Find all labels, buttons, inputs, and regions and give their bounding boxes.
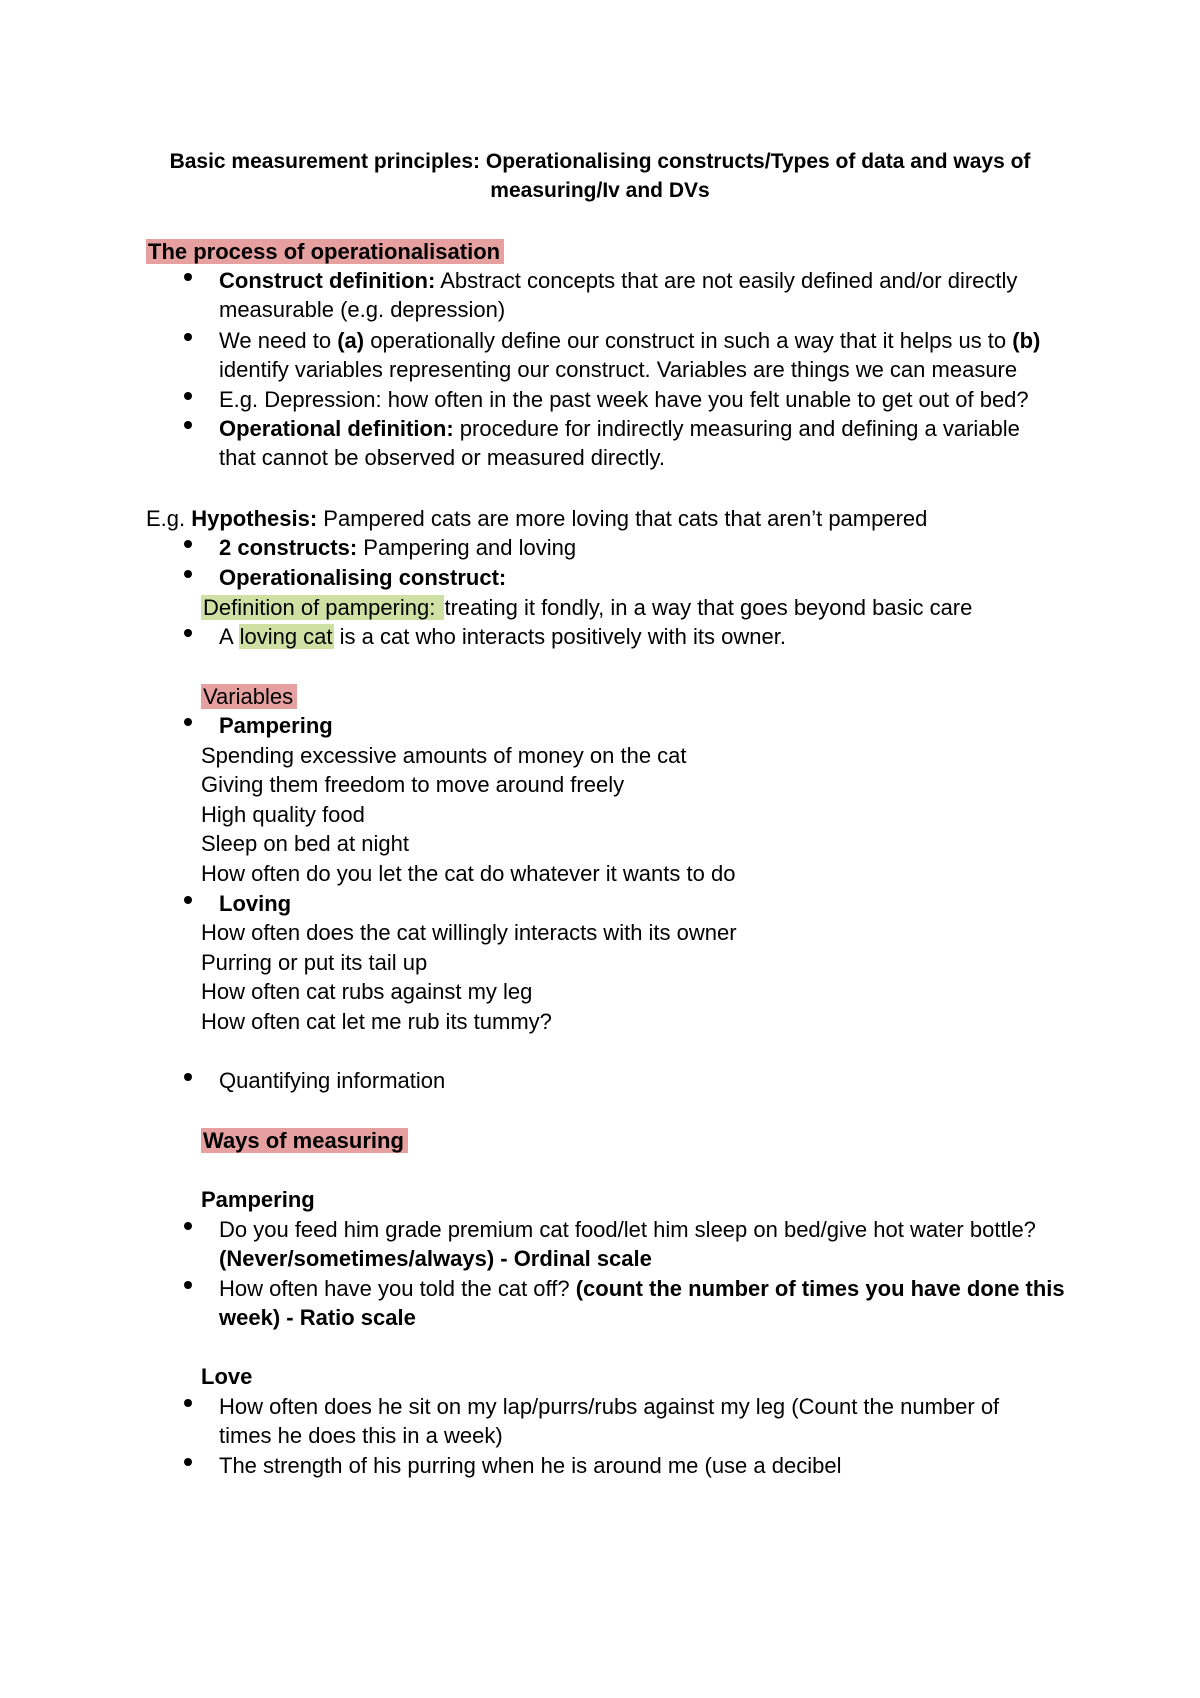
pampering-question-1-cont — [219, 1244, 652, 1273]
bullet-icon — [184, 629, 192, 637]
operational-definition-line — [219, 414, 1020, 443]
bullet-icon — [184, 1222, 192, 1230]
loving-item: How often does the cat willingly interacts with its owner — [201, 920, 737, 945]
bullet-icon — [184, 273, 192, 281]
bold-term: Operational definition: — [219, 416, 454, 441]
pampering-question-1: Do you feed him grade premium cat food/let him sleep on bed/give hot water bottle? — [219, 1217, 1036, 1242]
measuring-love-label — [201, 1362, 252, 1391]
hypothesis-line — [146, 504, 927, 533]
section-heading-variables — [201, 682, 297, 711]
bullet-icon — [184, 1073, 192, 1081]
bold-term: (count the number of times you have done this — [575, 1276, 1065, 1301]
highlight-red: The process of operationalisation — [146, 239, 504, 264]
text: Abstract concepts that are not easily defined and/or directly — [435, 268, 1018, 293]
operational-define-line — [219, 326, 1040, 355]
pampering-item: High quality food — [201, 802, 365, 827]
operationalising-construct-line — [219, 563, 506, 592]
bold-term: Pampering — [219, 713, 333, 738]
quantifying-information: Quantifying information — [219, 1068, 446, 1093]
bold-term: (b) — [1012, 328, 1041, 353]
highlight-green: loving cat — [239, 624, 333, 649]
bold-term: 2 constructs: — [219, 535, 358, 560]
highlight-red: Ways of measuring — [201, 1128, 408, 1153]
love-question-2: The strength of his purring when he is around me (use a decibel — [219, 1453, 842, 1478]
bullet-icon — [184, 421, 192, 429]
page-title — [140, 147, 1060, 205]
pampering-definition-line — [201, 593, 972, 622]
bullet-icon — [184, 1458, 192, 1466]
bullet-icon — [184, 1281, 192, 1289]
bold-term: Hypothesis: — [191, 506, 318, 531]
depression-example-line: E.g. Depression: how often in the past week have you felt unable to get out of bed? — [219, 387, 1029, 412]
bold-term: Pampering — [201, 1187, 315, 1212]
bullet-icon — [184, 718, 192, 726]
section-heading-operationalisation — [146, 237, 504, 266]
love-question-1: How often does he sit on my lap/purrs/rubs against my leg (Count the number of — [219, 1394, 1000, 1419]
pampering-item: Sleep on bed at night — [201, 831, 409, 856]
text: procedure for indirectly measuring and defining a variable — [453, 416, 1020, 441]
text: operationally define our construct in such a way that it helps us to — [364, 328, 1013, 353]
bold-term: (Never/sometimes/always) - Ordinal scale — [219, 1246, 652, 1271]
bullet-icon — [184, 333, 192, 341]
bold-term: Loving — [219, 891, 292, 916]
pampering-question-2-cont — [219, 1303, 416, 1332]
constructs-line — [219, 533, 576, 562]
construct-definition-line — [219, 266, 1017, 295]
love-question-1-cont: times he does this in a week) — [219, 1423, 503, 1448]
text: E.g. — [146, 506, 192, 531]
title-line-1: Basic measurement principles: Operationalising constructs/Types of data and ways of — [169, 150, 1031, 173]
measuring-pampering-label — [201, 1185, 315, 1214]
bullet-icon — [184, 1399, 192, 1407]
pampering-question-2 — [219, 1274, 1065, 1303]
operational-definition-cont: that cannot be observed or measured directly. — [219, 445, 665, 470]
title-line-2: measuring/Iv and DVs — [490, 179, 710, 202]
pampering-item: Spending excessive amounts of money on the cat — [201, 743, 687, 768]
bullet-icon — [184, 540, 192, 548]
bold-term: Construct definition: — [219, 268, 436, 293]
bold-term: week) - Ratio scale — [219, 1305, 416, 1330]
text: A — [219, 624, 239, 649]
highlight-green: Definition of pampering: — [201, 595, 444, 620]
loving-item: Purring or put its tail up — [201, 950, 428, 975]
bullet-icon — [184, 896, 192, 904]
bullet-icon — [184, 392, 192, 400]
text: How often have you told the cat off? — [219, 1276, 576, 1301]
text: is a cat who interacts positively with its owner. — [333, 624, 786, 649]
loving-item: How often cat rubs against my leg — [201, 979, 533, 1004]
text: treating it fondly, in a way that goes beyond basic care — [444, 595, 973, 620]
text: Pampered cats are more loving that cats that aren’t pampered — [317, 506, 928, 531]
pampering-item: Giving them freedom to move around freely — [201, 772, 625, 797]
highlight-red: Variables — [201, 684, 297, 709]
bullet-icon — [184, 570, 192, 578]
variables-loving-label — [219, 889, 291, 918]
bold-term: Love — [201, 1364, 253, 1389]
construct-definition-cont: measurable (e.g. depression) — [219, 297, 506, 322]
loving-item: How often cat let me rub its tummy? — [201, 1009, 552, 1034]
bold-term: (a) — [337, 328, 365, 353]
text: Pampering and loving — [357, 535, 577, 560]
pampering-item: How often do you let the cat do whatever it wants to do — [201, 861, 736, 886]
operational-define-cont: identify variables representing our construct. Variables are things we can measure — [219, 357, 1018, 382]
section-heading-ways-of-measuring — [201, 1126, 408, 1155]
loving-cat-line — [219, 622, 786, 651]
variables-pampering-label — [219, 711, 333, 740]
bold-term: Operationalising construct: — [219, 565, 507, 590]
text: We need to — [219, 328, 338, 353]
